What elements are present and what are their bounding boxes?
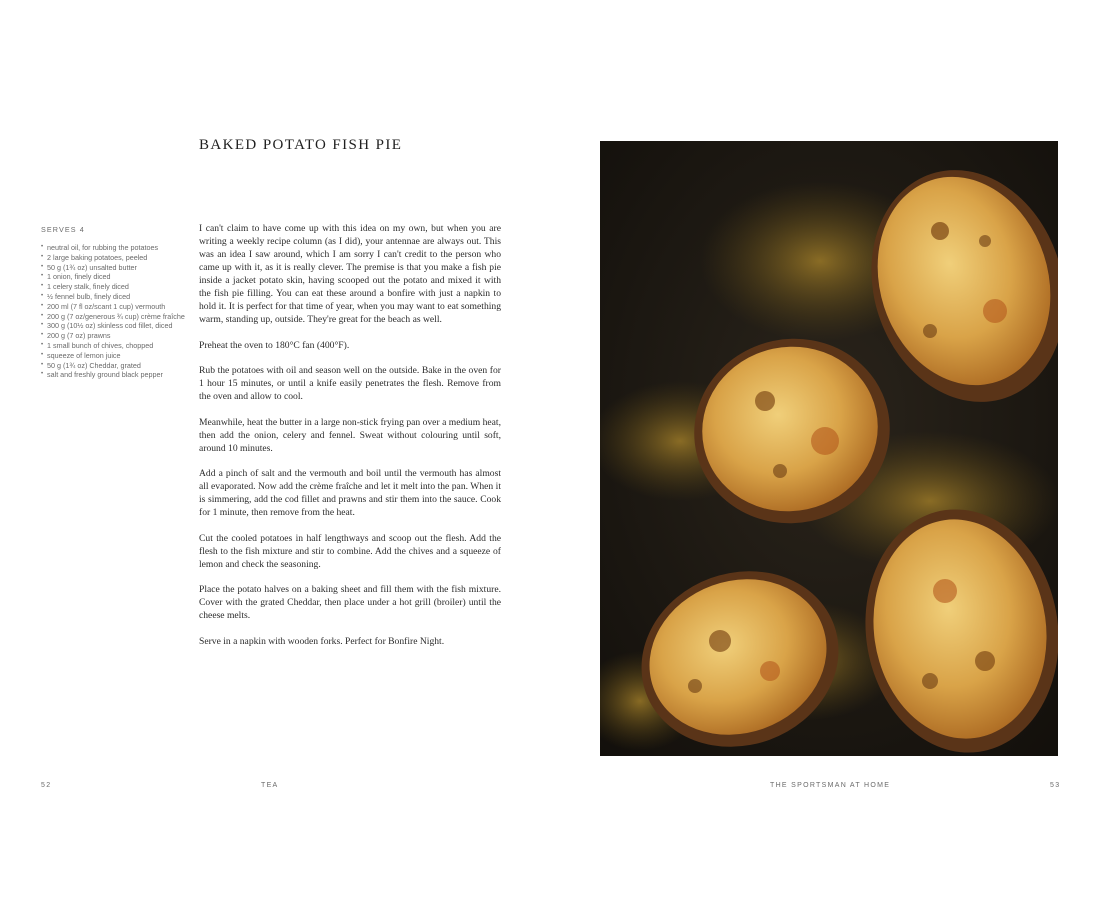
left-running-head: TEA: [261, 782, 279, 789]
method-step: Preheat the oven to 180°C fan (400°F).: [199, 339, 350, 351]
ingredient-item: • ½ fennel bulb, finely diced: [41, 292, 186, 302]
method-step: Add a pinch of salt and the vermouth and boil until the vermouth has almost all evaporated. Now add the crème fraîche and let it melt into the pan. When it is simmering, add the cod fillet and prawns and stir them into the sauce. Cook for 1 minute, then remove from the heat.: [199, 468, 501, 518]
method-step: Rub the potatoes with oil and season well on the outside. Bake in the oven for 1 hour 15 minutes, or until a knife easily penetrates the flesh. Remove from the oven and allow to cool.: [199, 365, 501, 402]
intro-paragraph: I can't claim to have come up with this idea on my own, but when you are writing a weekly recipe column (as I did), your antennae are always out. This was an idea I saw around, which I am sorry I can't credit to the person who came up with it, as it is really clever. The premise is that you make a fish pie inside a jacket potato skin, having scooped out the potato and mixed it with the fish pie filling. You can eat these around a bonfire with just a napkin to hold it. It is perfect for that time of year, when you may want to eat something warm, standing up, outside. They're great for the beach as well.: [199, 223, 501, 325]
ingredients-column: [41, 225, 186, 380]
ingredient-item: • neutral oil, for rubbing the potatoes: [41, 243, 186, 253]
ingredient-item: • 1 celery stalk, finely diced: [41, 282, 186, 292]
ingredient-list: [41, 243, 186, 380]
recipe-title: BAKED POTATO FISH PIE: [199, 137, 403, 153]
recipe-photo: [600, 141, 1058, 756]
method-step: Place the potato halves on a baking sheet and fill them with the fish mixture. Cover with the grated Cheddar, then place under a hot grill (broiler) until the cheese melts.: [199, 584, 501, 621]
ingredient-item: • 2 large baking potatoes, peeled: [41, 253, 186, 263]
method-step: Serve in a napkin with wooden forks. Perfect for Bonfire Night.: [199, 635, 445, 647]
ingredient-item: • 1 onion, finely diced: [41, 272, 186, 282]
method-text: [199, 222, 501, 660]
ingredient-item: • 1 small bunch of chives, chopped: [41, 341, 186, 351]
ingredient-item: • 50 g (1¾ oz) Cheddar, grated: [41, 361, 186, 371]
ingredient-item: • 200 g (7 oz/generous ¾ cup) crème fraîche: [41, 312, 186, 322]
right-page-number: 53: [1050, 782, 1061, 789]
ingredient-item: • 50 g (1¾ oz) unsalted butter: [41, 263, 186, 273]
serves-label: SERVES 4: [41, 225, 85, 234]
method-step: Cut the cooled potatoes in half lengthways and scoop out the flesh. Add the flesh to the fish mixture and stir to combine. Add the chives and a squeeze of lemon and check the seasoning.: [199, 532, 501, 570]
ingredient-item: • 300 g (10½ oz) skinless cod fillet, diced: [41, 321, 186, 331]
ingredient-item: • 200 g (7 oz) prawns: [41, 331, 186, 341]
ingredient-item: • salt and freshly ground black pepper: [41, 370, 186, 380]
potato-photo-illustration: [600, 141, 1058, 756]
method-step: Meanwhile, heat the butter in a large non-stick frying pan over a medium heat, then add the onion, celery and fennel. Sweat without colouring until soft, around 10 minutes.: [199, 416, 501, 454]
left-page-number: 52: [41, 782, 52, 789]
ingredient-item: • squeeze of lemon juice: [41, 351, 186, 361]
right-running-head: THE SPORTSMAN AT HOME: [770, 782, 891, 789]
ingredient-item: • 200 ml (7 fl oz/scant 1 cup) vermouth: [41, 302, 186, 312]
